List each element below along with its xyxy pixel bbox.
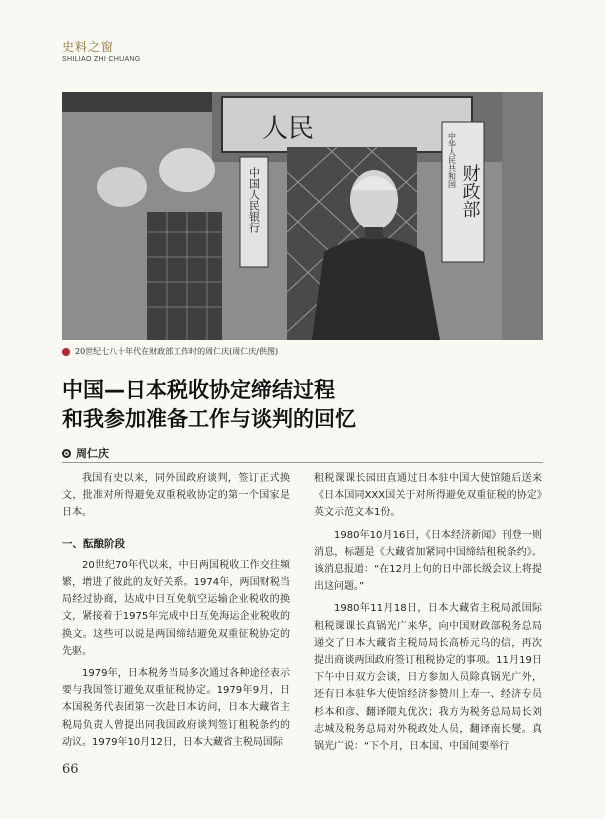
caption-text: 20世纪七八十年代在财政部工作时的周仁庆(周仁庆/供图) (75, 347, 279, 356)
author-line (62, 445, 109, 461)
divider (62, 462, 543, 463)
article-title (62, 376, 356, 434)
paragraph: 1980年11月18日，日本大藏省主税局派国际租税课课长真锅光广来华，向中国财政部税务总局递交了日本大藏省主税局局长高桥元乌的信，再次提出商谈两国政府签订租税协定的事项。11月19日下午中日双方会谈，日方参加人员除真锅光广外，还有日本驻华大使馆经济参赞川上寿一、经济专员杉本和彦、翻译隈丸优次；我方为税务总局局长刘志城及税务总局对外税政处人员，翻译南长燮。真锅光广说：“下个月，日本国、中国间要举行 (314, 603, 542, 753)
section-title-cn: 史料之窗 (62, 40, 115, 54)
sign-top-text: 人民 (262, 114, 315, 144)
paragraph: 1979年，日本税务当局多次通过各种途径表示要与我国签订避免双重征税协定。1979年9月，日本国税务代表团第一次赴日本访问，日本大藏省主税局负责人曾提出同我国政府谈判签订租税条约的动议。1979年10月12日，日本大藏省主税局国际 (62, 668, 290, 748)
author-name: 周仁庆 (76, 447, 109, 460)
article-photo (62, 92, 543, 340)
sign-right-big-text: 财政部 (459, 164, 481, 218)
sign-right-small-text: 中华人民共和国 (447, 132, 457, 188)
title-line-1: 中国—日本税收协定缔结过程 (62, 378, 335, 402)
section-title-en: SHILIAO ZHI CHUANG (62, 56, 141, 63)
paragraph: 20世纪70年代以来，中日两国税收工作交往频繁，增进了彼此的友好关系。1974年，两国财税当局经过协商，达成中日互免航空运输企业税收的换文，紧接着于1975年完成中日互免海运企业税收的换文。这些可以说是两国缔结避免双重征税协定的先驱。 (62, 559, 290, 657)
caption-bullet-icon (62, 348, 70, 356)
sign-left-text: 中国人民银行 (247, 167, 261, 233)
page-number: 66 (62, 762, 79, 777)
photo-caption (62, 346, 278, 357)
section-heading: 一、酝酿阶段 (62, 537, 125, 550)
paragraph: 租税课课长园田直通过日本驻中国大使馆随后送来《日本国同XXX国关于对所得避免双重征税的协定》英文示范文本1份。 (314, 473, 542, 519)
section-header (62, 38, 141, 63)
author-bullet-icon (62, 449, 71, 458)
right-column (314, 470, 542, 760)
paragraph: 1980年10月16日，《日本经济新闻》刊登一则消息，标题是《大藏省加紧同中国缔结租税条约》。该消息报道：“在12月上旬的日中部长级会议上将提出这问题。” (314, 529, 542, 593)
paragraph: 我国有史以来，同外国政府谈判，签订正式换文，批准对所得避免双重税收协定的第一个国家是日本。 (62, 473, 290, 519)
left-column (62, 470, 290, 756)
title-line-2: 和我参加准备工作与谈判的回忆 (62, 407, 356, 431)
